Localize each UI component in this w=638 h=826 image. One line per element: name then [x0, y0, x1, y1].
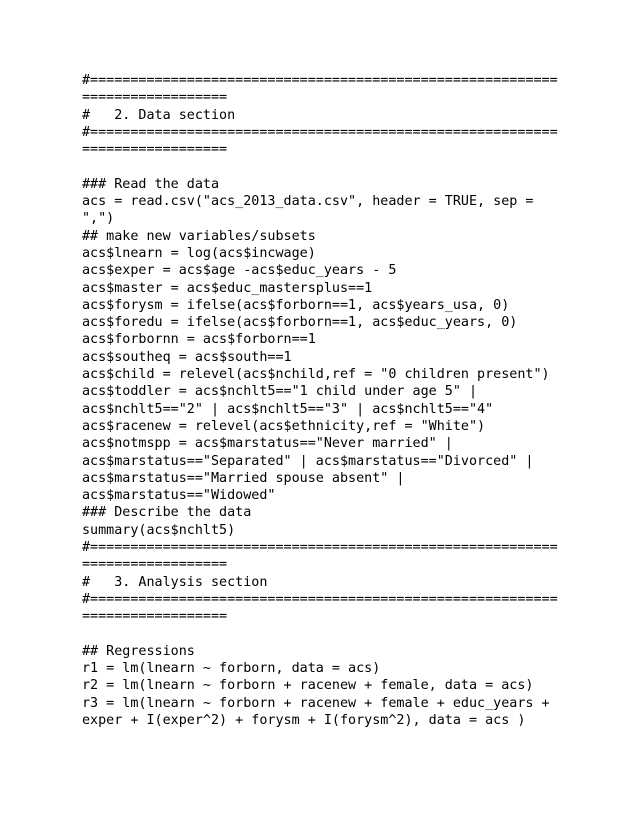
code-line: r1 = lm(lnearn ~ forborn, data = acs): [82, 661, 381, 677]
code-line: acs$racenew = relevel(acs$ethnicity,ref = "White"): [82, 418, 486, 434]
code-line: r2 = lm(lnearn ~ forborn + racenew + female, data = acs): [82, 678, 534, 694]
code-line: ## make new variables/subsets: [82, 228, 316, 244]
code-line: #==========================================================: [82, 540, 558, 556]
code-line: acs$exper = acs$age -acs$educ_years - 5: [82, 263, 397, 279]
code-line: # 2. Data section: [82, 107, 236, 123]
code-line: acs$forysm = ifelse(acs$forborn==1, acs$years_usa, 0): [82, 297, 510, 313]
code-line: exper + I(exper^2) + forysm + I(forysm^2), data = acs ): [82, 712, 526, 728]
code-line: ==================: [82, 609, 228, 625]
code-line: ==================: [82, 142, 228, 158]
code-line: acs$foredu = ifelse(acs$forborn==1, acs$educ_years, 0): [82, 315, 518, 331]
code-line: acs$master = acs$educ_mastersplus==1: [82, 280, 373, 296]
code-line: acs$nchlt5=="2" | acs$nchlt5=="3" | acs$nchlt5=="4": [82, 401, 494, 417]
code-line: ## Regressions: [82, 643, 195, 659]
code-line: summary(acs$nchlt5): [82, 522, 236, 538]
code-line: acs$southeq = acs$south==1: [82, 349, 292, 365]
code-line: [82, 158, 602, 175]
code-line: acs$marstatus=="Separated" | acs$marstatus=="Divorced" |: [82, 453, 534, 469]
code-line: acs$toddler = acs$nchlt5=="1 child under age 5" |: [82, 384, 478, 400]
code-line: acs$marstatus=="Married spouse absent" |: [82, 470, 405, 486]
code-line: ==================: [82, 557, 228, 573]
code-line: acs$notmspp = acs$marstatus=="Never married" |: [82, 436, 453, 452]
code-line: ==================: [82, 90, 228, 106]
code-line: #==========================================================: [82, 73, 558, 88]
code-line: acs$lnearn = log(acs$incwage): [82, 245, 316, 261]
code-line: acs = read.csv("acs_2013_data.csv", header = TRUE, sep =: [82, 194, 534, 210]
code-line: ","): [82, 211, 115, 227]
code-line: ### Describe the data: [82, 505, 252, 521]
code-line: # 3. Analysis section: [82, 574, 268, 590]
code-line: r3 = lm(lnearn ~ forborn + racenew + female + educ_years +: [82, 695, 550, 711]
code-listing: [82, 72, 602, 729]
code-line: #==========================================================: [82, 124, 558, 140]
code-line: acs$marstatus=="Widowed": [82, 488, 276, 504]
code-line: acs$child = relevel(acs$nchild,ref = "0 children present"): [82, 367, 550, 383]
code-line: [82, 626, 602, 643]
code-line: #==========================================================: [82, 591, 558, 607]
code-line: acs$forbornn = acs$forborn==1: [82, 332, 316, 348]
code-line: ### Read the data: [82, 176, 220, 192]
